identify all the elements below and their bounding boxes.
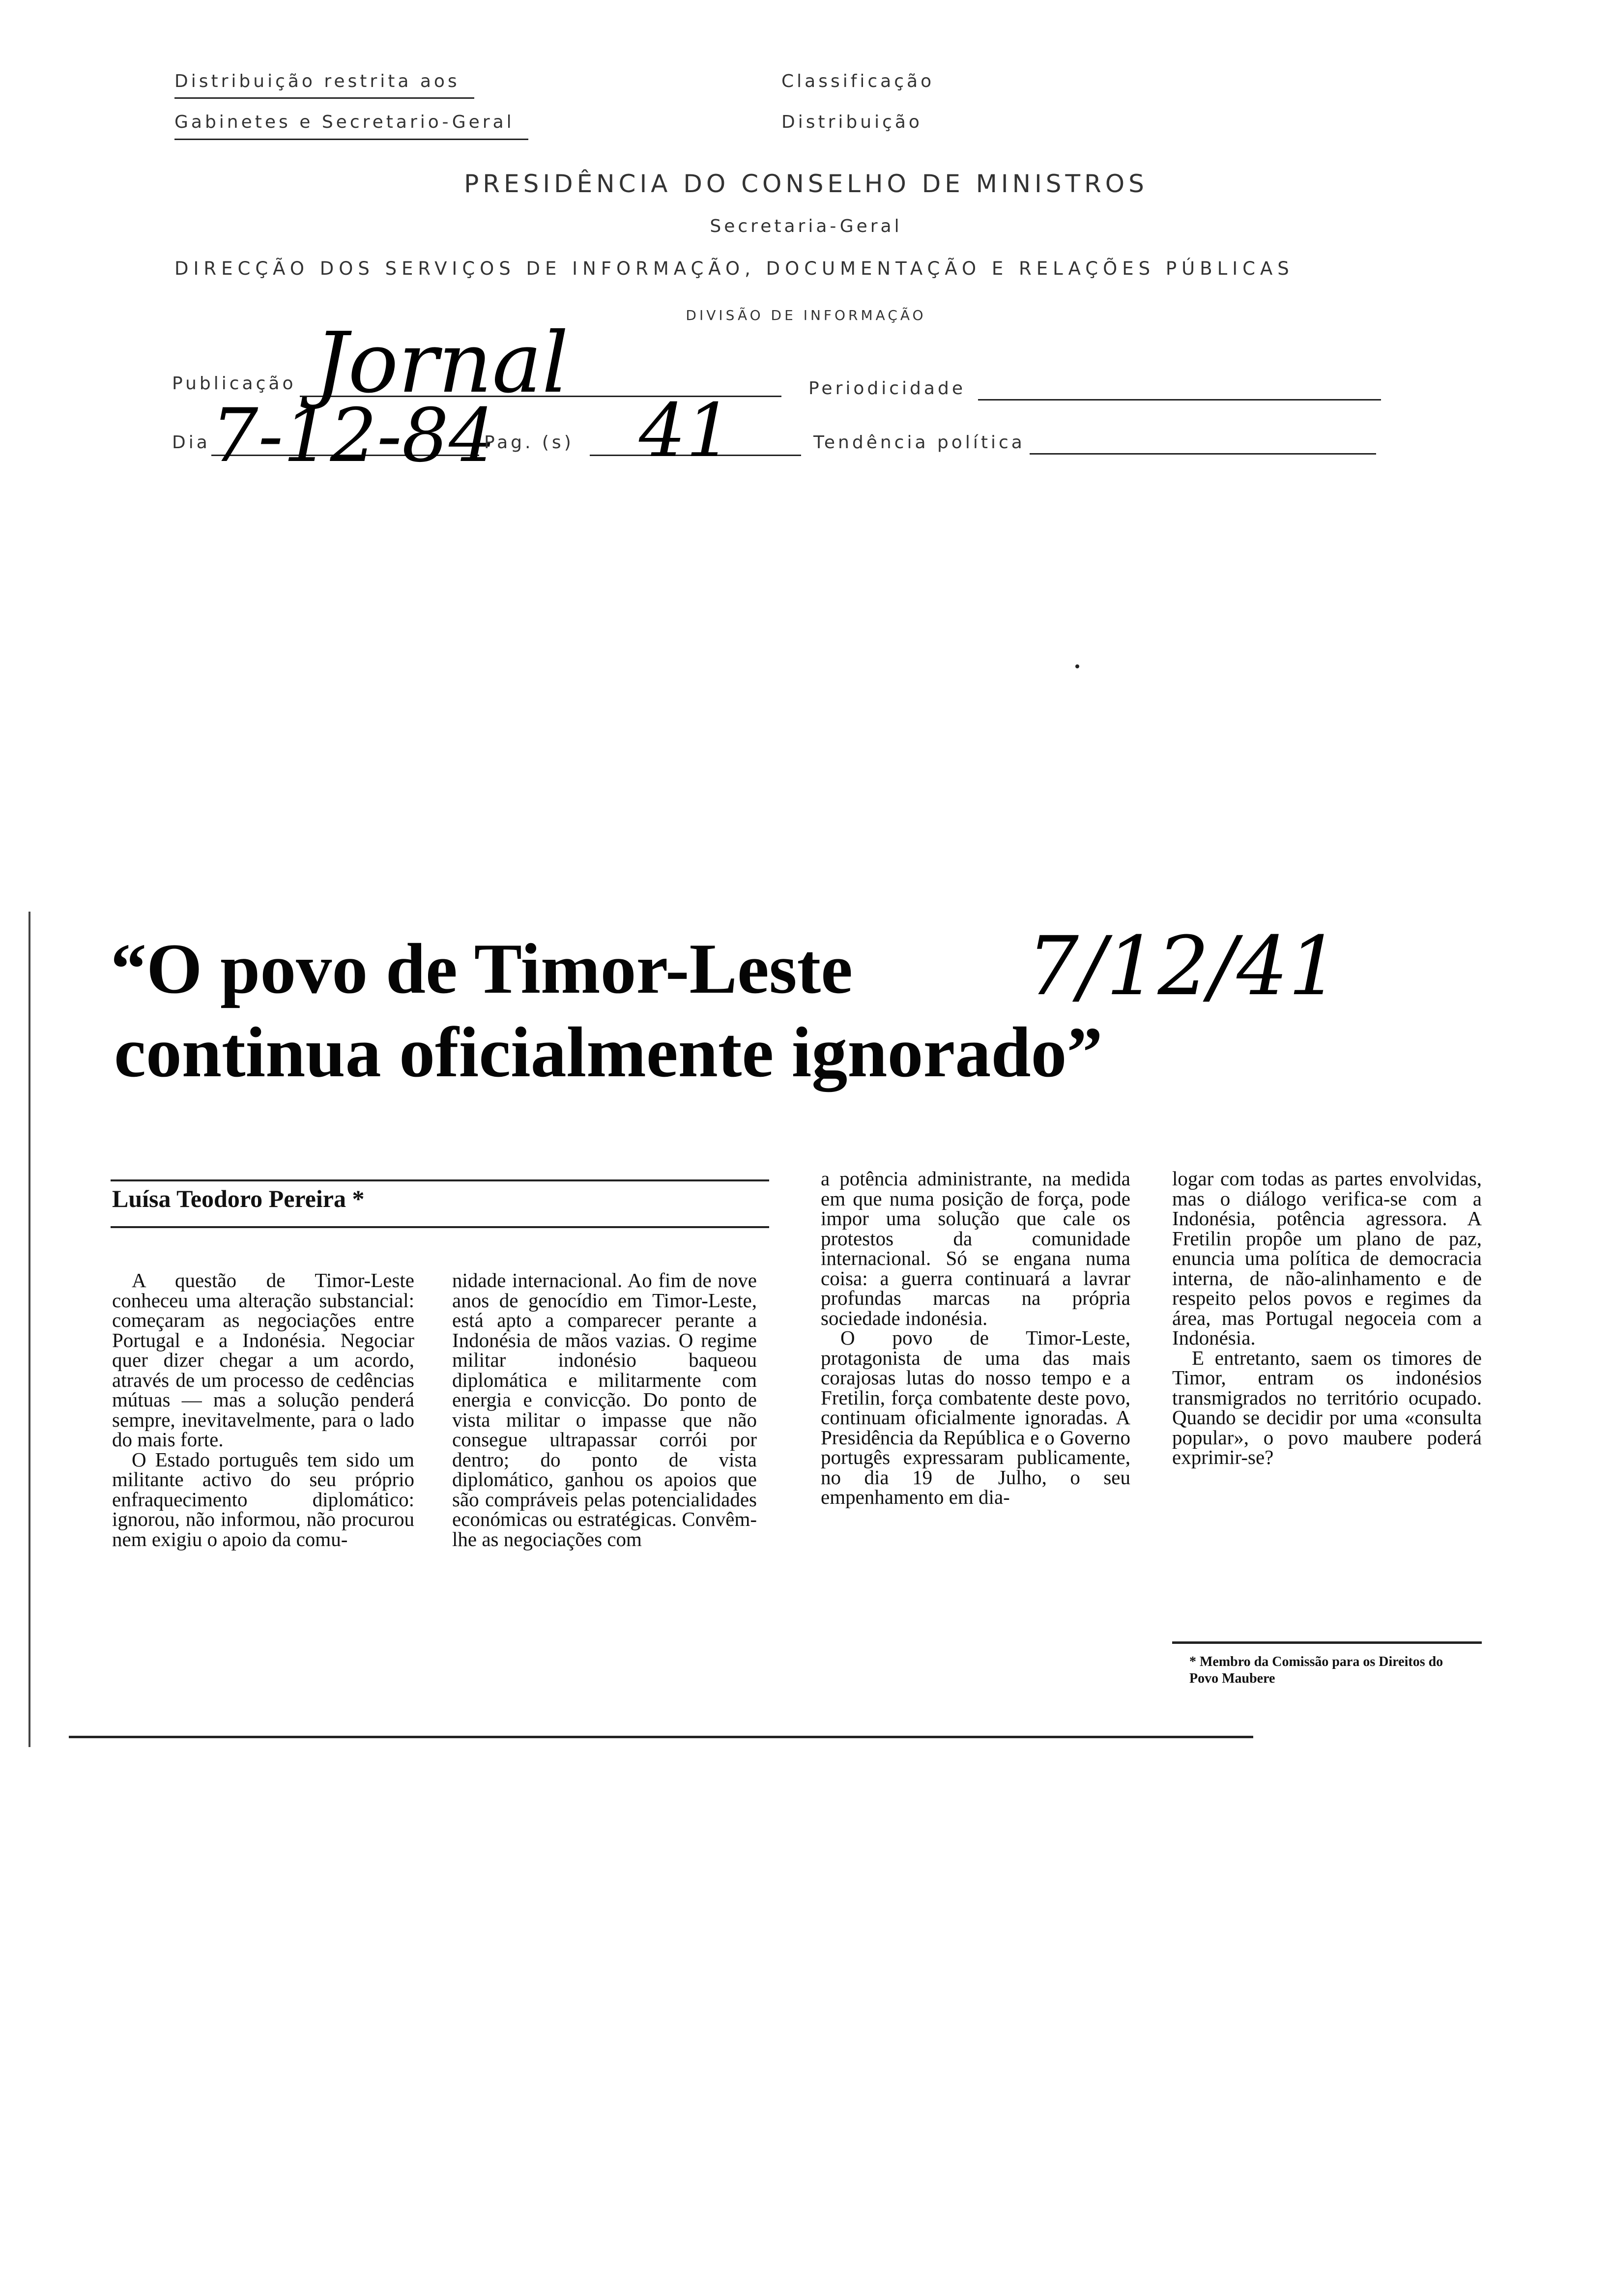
paragraph: E entretanto, saem os timores de Timor, entram os indonésios transmigrados no território ocupado. Quando se decidir por uma «consulta popular», o povo maubere poderá exprimir-se?	[1172, 1346, 1482, 1468]
paragraph: nidade internacional. Ao fim de nove anos de genocídio em Timor-Leste, está apto a comparecer perante a Indonésia de mãos vazias. O regime militar indonésio baqueou diplomática e militarmente com energia e convicção. Do ponto de vista militar o impasse que não consegue ultrapassar corrói por dentro; do ponto de vista diplomático, ganhou os apoios que são compráveis pelas potencialidades económicas ou estratégicas. Convêm-lhe as negociações com	[452, 1269, 757, 1550]
byline-bottom-rule	[111, 1226, 769, 1228]
political-tendency-field-line	[1030, 453, 1376, 455]
author-footnote: * Membro da Comissão para os Direitos do Povo Maubere	[1189, 1654, 1443, 1686]
headline-line-2: continua oficialmente ignorado”	[114, 1012, 1103, 1092]
division-label: DIVISÃO DE INFORMAÇÃO	[686, 307, 926, 323]
byline-top-rule	[111, 1179, 769, 1181]
handwritten-reference-note: 7/12/41	[1027, 919, 1340, 1013]
scan-speck	[1075, 664, 1079, 668]
date-label: Dia	[172, 432, 210, 453]
article-column-4	[1172, 1169, 1482, 1467]
header-divider	[174, 97, 474, 99]
paragraph: A questão de Timor-Leste conheceu uma alteração substancial: começaram as negociações entre Portugal e a Indonésia. Negociar quer dizer chegar a um acordo, através de um processo de cedências mútuas — mas a solução penderá sempre, inevitavelmente, para o lado do mais forte.	[112, 1269, 414, 1451]
paragraph: O Estado português tem sido um militante activo do seu próprio enfraquecimento diplomático: ignorou, não informou, não procurou nem exigiu o apoio da comu-	[112, 1448, 414, 1550]
paragraph: logar com todas as partes envolvidas, mas o diálogo verifica-se com a Indonésia, potência agressora. A Fretilin propôe um plano de paz, enuncia uma política de democracia interna, de não-alinhamento e de respeito pelos povos e regimes da área, mas Portugal negoceia com a Indonésia.	[1172, 1167, 1482, 1349]
clipping-bottom-rule	[69, 1736, 1253, 1738]
agency-title: PRESIDÊNCIA DO CONSELHO DE MINISTROS	[464, 170, 1148, 198]
distribution-label: Distribuição	[781, 112, 922, 132]
page-label: Pag. (s)	[484, 432, 574, 453]
publication-handwritten-value: Jornal	[315, 315, 569, 412]
article-column-3	[821, 1169, 1130, 1507]
footnote-rule	[1172, 1641, 1482, 1644]
periodicity-field-line	[978, 399, 1381, 401]
political-tendency-label: Tendência política	[813, 432, 1025, 453]
offices-label: Gabinetes e Secretario-Geral	[174, 112, 515, 132]
page-handwritten-value: 41	[639, 388, 733, 474]
publication-label: Publicação	[172, 373, 296, 394]
header-divider	[174, 139, 528, 140]
directorate-label: DIRECÇÃO DOS SERVIÇOS DE INFORMAÇÃO, DOCUMENTAÇÃO E RELAÇÕES PÚBLICAS	[174, 258, 1294, 279]
clipping-left-edge	[29, 912, 30, 1747]
periodicity-label: Periodicidade	[808, 378, 966, 399]
paragraph: O povo de Timor-Leste, protagonista de uma das mais corajosas lutas do nosso tempo e a Fretilin, força combatente deste povo, continuam oficialmente ignoradas. A Presidência da República e o Governo portugês expressaram publicamente, no dia 19 de Julho, o seu empenhamento em dia-	[821, 1326, 1130, 1508]
article-column-2	[452, 1270, 757, 1549]
byline: Luísa Teodoro Pereira *	[112, 1185, 365, 1212]
classification-label: Classificação	[781, 71, 935, 91]
headline-line-1: “O povo de Timor-Leste	[111, 929, 853, 1008]
paragraph: a potência administrante, na medida em que numa posição de força, pode impor uma solução que cale os protestos da comunidade internacional. Só se engana numa coisa: a guerra continuará a lavrar profundas marcas na própria sociedade indonésia.	[821, 1167, 1130, 1329]
date-handwritten-value: 7-12-84	[211, 393, 496, 479]
article-column-1	[112, 1270, 414, 1549]
secretariat-label: Secretaria-Geral	[710, 216, 902, 236]
distribution-restricted-label: Distribuição restrita aos	[174, 71, 460, 91]
